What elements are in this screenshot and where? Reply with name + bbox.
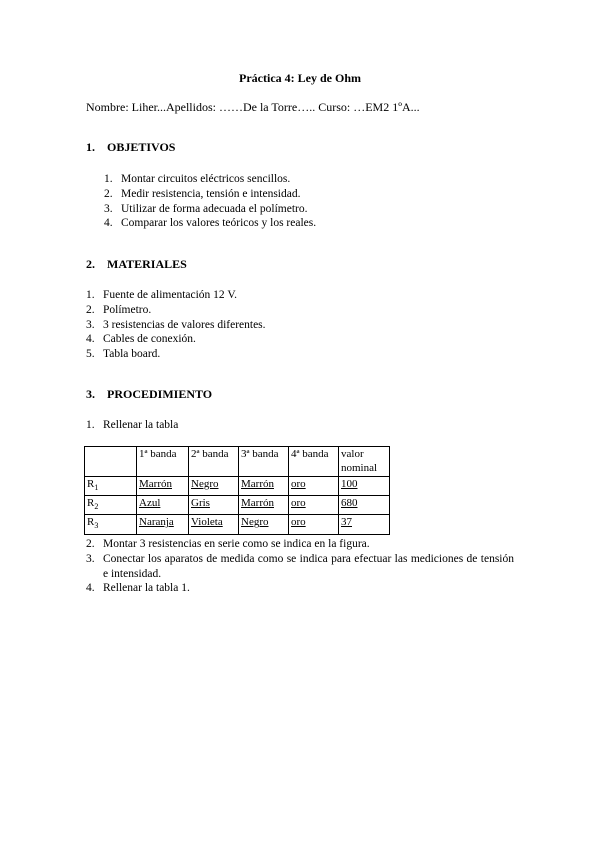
table-header-cell: 2ª banda	[189, 447, 239, 477]
list-item: 4. Rellenar la tabla 1.	[86, 582, 190, 595]
resistor-label: $R_2$	[85, 496, 137, 515]
section-title: MATERIALES	[107, 257, 187, 271]
list-item: 4. Cables de conexión.	[86, 333, 196, 346]
table-header-cell: valor nominal	[339, 447, 390, 477]
list-item: 1. Rellenar la tabla	[86, 419, 179, 431]
table-cell: Violeta	[189, 515, 239, 534]
list-item: 3. 3 resistencias de valores diferentes.	[86, 318, 266, 331]
section-heading-objetivos	[86, 140, 175, 155]
resistor-label: $R_3$	[85, 515, 137, 534]
table-cell: Negro	[189, 477, 239, 496]
list-item: 3. Conectar los aparatos de medida como se indica para efectuar las mediciones de tensión e intensidad.	[86, 552, 514, 580]
table-cell: Marrón	[239, 496, 289, 515]
table-cell: oro	[289, 477, 339, 496]
materiales-list	[86, 288, 266, 362]
table-cell: Naranja	[137, 515, 189, 534]
procedimiento-intro	[86, 418, 178, 433]
section-number: 1.	[86, 140, 95, 154]
table-cell: Marrón	[137, 477, 189, 496]
resistor-bands-table	[84, 446, 390, 535]
table-header-cell	[85, 447, 137, 477]
table-cell: 37	[339, 515, 390, 534]
section-heading-materiales	[86, 257, 187, 272]
list-item: 5. Tabla board.	[86, 348, 161, 361]
section-title: OBJETIVOS	[107, 140, 176, 154]
table-cell: Negro	[239, 515, 289, 534]
list-item: 4. Comparar los valores teóricos y los reales.	[104, 217, 317, 230]
section-number: 2.	[86, 257, 95, 271]
list-item: 2. Medir resistencia, tensión e intensidad.	[104, 187, 301, 200]
document-title: Práctica 4: Ley de Ohm	[239, 71, 361, 85]
list-item: 1. Montar circuitos eléctricos sencillos.	[104, 173, 291, 185]
table-row	[85, 477, 390, 496]
table-row	[85, 515, 390, 534]
section-number: 3.	[86, 387, 95, 401]
table-header-cell: 3ª banda	[239, 447, 289, 477]
list-item: 2. Montar 3 resistencias en serie como se indica en la figura.	[86, 538, 370, 550]
table-header-cell: 1ª banda	[137, 447, 189, 477]
objetivos-list	[104, 172, 316, 231]
list-item: 3. Utilizar de forma adecuada el polímetro.	[104, 202, 308, 215]
list-item: 2. Polímetro.	[86, 303, 152, 316]
table-cell: Marrón	[239, 477, 289, 496]
table-header-row	[85, 447, 390, 477]
resistor-label: $R_1$	[85, 477, 137, 496]
procedimiento-list	[86, 537, 514, 596]
section-title: PROCEDIMIENTO	[107, 387, 213, 401]
student-info-line: Nombre: Liher...Apellidos: ……De la Torre….. Curso: …EM2 1ºA...	[86, 100, 420, 114]
table-row	[85, 496, 390, 515]
section-heading-procedimiento	[86, 387, 212, 402]
table-cell: oro	[289, 496, 339, 515]
list-item: 1. Fuente de alimentación 12 V.	[86, 289, 238, 301]
table-cell: 680	[339, 496, 390, 515]
table-cell: oro	[289, 515, 339, 534]
table-cell: Azul	[137, 496, 189, 515]
table-header-cell: 4ª banda	[289, 447, 339, 477]
table-cell: Gris	[189, 496, 239, 515]
table-cell: 100	[339, 477, 390, 496]
